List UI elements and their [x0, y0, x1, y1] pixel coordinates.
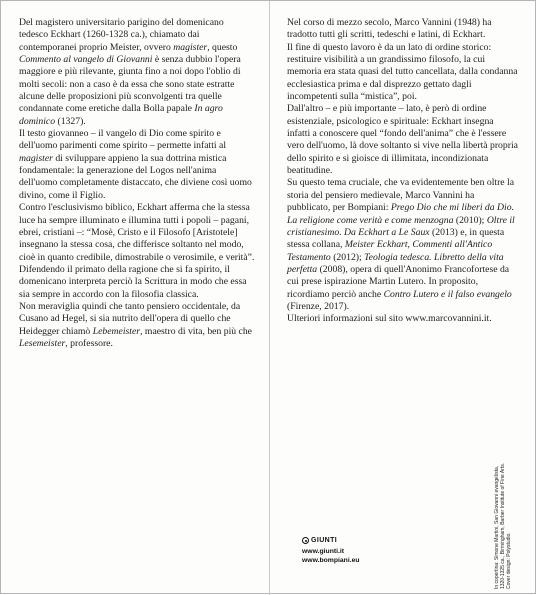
credit-line: Cover design: Polystudio.: [506, 532, 512, 589]
publisher-logo: [302, 537, 360, 544]
credit-line: In copertina: Simone Martini, San Giovanni evangelista,: [494, 465, 500, 589]
paragraph: Del magistero universitario parigino del domenicano tedesco Eckhart (1260-1328 ca.), chiamato dai contemporanei proprio Meister, ovvero magister, questo Commento al vangelo di Giovanni è senza dubbio l'opera maggiore e più rilevante, giunta fino a noi dopo l'oblio di molti secoli: non a caso è da essa che sono state estratte alcune delle proposizioni più sconvolgenti tra quelle condannate come eretiche dalla Bolla papale In agro dominico (1327).: [19, 17, 241, 127]
publisher-url-bompiani[interactable]: www.bompiani.eu: [302, 557, 360, 564]
paragraph: Nel corso di mezzo secolo, Marco Vannini (1948) ha tradotto tutti gli scritti, tedeschi e latini, di Eckhart.: [287, 17, 492, 41]
publisher-block: [302, 537, 360, 565]
paragraph: Il testo giovanneo – il vangelo di Dio come spirito e dell'uomo parimenti come spirito – permette infatti al magister di sviluppare appieno la sua dottrina mistica fondamentale: la generazione del Logos nell'anima dell'uomo completamente distaccato, che diviene così uomo divino, come il Figlio.: [19, 128, 252, 201]
paragraph: Il fine di questo lavoro è da un lato di ordine storico: restituire visibilità a un grandissimo filosofo, la cui memoria era stata quasi del tutto cancellata, dalla condanna ecclesiastica prima e dal disprezzo gettato dagli incompetenti sulla “mistica”, poi.: [287, 41, 518, 103]
credit-line: 1320-1325 ca., Birmingham, Barber Institute of Fine Arts.: [500, 462, 506, 589]
right-text-column: [287, 17, 519, 326]
paragraph: Non meraviglia quindi che tanto pensiero occidentale, da Cusano ad Hegel, si sia nutrito dell'opera di quello che Heidegger chiamò Lebemeister, maestro di vita, ben più che Lesemeister, professore.: [19, 300, 252, 349]
paragraph: Dall'altro – e più importante – lato, è però di ordine esistenziale, psicologico e spirituale: Eckhart insegna infatti a conoscere quel “fondo dell'anima” che è l'essere vero dell'uomo, là dove soltanto si vive nella libertà propria dello spirito e si gioisce di illimitata, incondizionata beatitudine.: [287, 103, 518, 177]
publisher-logo-text: GIUNTI: [311, 537, 338, 544]
fold-line: [269, 1, 270, 595]
left-text-column: [19, 17, 255, 350]
cover-credits: [494, 439, 512, 589]
paragraph: Ulteriori informazioni sul sito www.marcovannini.it.: [287, 313, 492, 325]
paragraph: Contro l'esclusivismo biblico, Eckhart afferma che la stessa luce ha sempre illuminato e illumina tutti i popoli – pagani, ebrei, cristiani –: “Mosè, Cristo e il Filosofo [Aristotele] insegnano la stessa cosa, che differisce soltanto nel modo, cioè in quanto credibile, dimostrabile o verosimile, e verità”. Difendendo il primato della ragione che si fa spirito, il domenicano interpreta perciò la Scrittura in modo che essa sia sempre in accordo con la filosofia classica.: [19, 202, 255, 300]
giunti-logo-icon: [302, 537, 309, 544]
paragraph: Su questo tema cruciale, che va evidentemente ben oltre la storia del pensiero medievale, Marco Vannini ha pubblicato, per Bompiani: Prego Dio che mi liberi da Dio. La religione come verità e come menzogna (2010); Oltre il cristianesimo. Da Eckhart a Le Saux (2013) e, in questa stessa collana, Meister Eckhart, Commenti all'Antico Testamento (2012); Teologia tedesca. Libretto della vita perfetta (2008), opera di quell'Anonimo Francofortese da cui prese ispirazione Martin Lutero. In proposito, ricordiamo perciò anche Contro Lutero e il falso evangelo (Firenze, 2017).: [287, 177, 515, 312]
publisher-url-giunti[interactable]: www.giunti.it: [302, 548, 345, 555]
